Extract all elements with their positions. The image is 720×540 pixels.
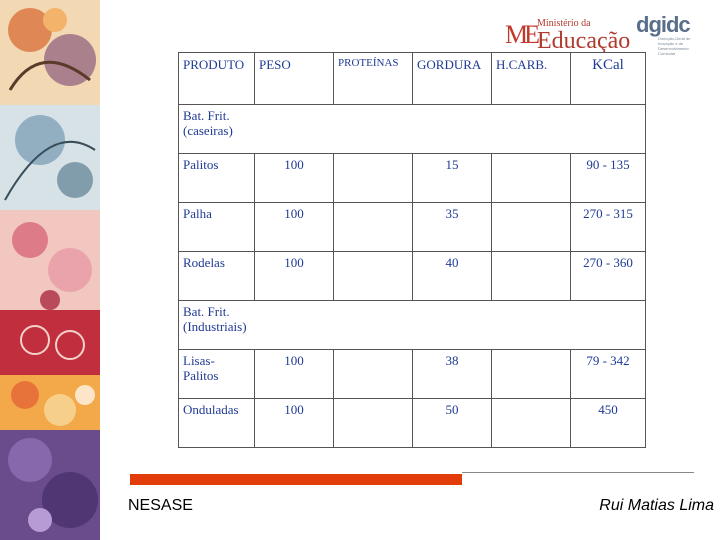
cell-hcarb <box>492 154 571 203</box>
table-row <box>179 105 646 154</box>
cell-kcal: 90 - 135 <box>571 154 646 203</box>
cell-gordura: 38 <box>413 350 492 399</box>
cell-produto: Palha <box>179 203 255 252</box>
table-row <box>179 154 646 203</box>
cell-proteinas <box>334 350 413 399</box>
cell-gordura: 35 <box>413 203 492 252</box>
cell-gordura: 50 <box>413 399 492 448</box>
cell-produto: Bat. Frit. (caseiras) <box>179 105 255 154</box>
header-kcal: KCal <box>571 53 646 105</box>
cell-hcarb <box>492 203 571 252</box>
footer-accent-bar <box>130 474 462 485</box>
decorative-floral-strip <box>0 0 100 540</box>
cell-produto: Onduladas <box>179 399 255 448</box>
cell-hcarb <box>492 350 571 399</box>
dgidc-logo <box>636 14 708 54</box>
table-row <box>179 252 646 301</box>
cell-kcal: 79 - 342 <box>571 350 646 399</box>
cell-peso: 100 <box>255 154 334 203</box>
cell-hcarb <box>492 399 571 448</box>
cell-peso: 100 <box>255 252 334 301</box>
cell-produto: Bat. Frit. (Industriais) <box>179 301 255 350</box>
cell-gordura: 40 <box>413 252 492 301</box>
cell-peso: 100 <box>255 399 334 448</box>
header-gordura: GORDURA <box>413 53 492 105</box>
table-row <box>179 301 646 350</box>
cell-empty <box>255 301 646 350</box>
nutrition-table <box>178 52 646 448</box>
ministerio-mark: ME <box>505 20 536 49</box>
table-header-row <box>179 53 646 105</box>
header-peso: PESO <box>255 53 334 105</box>
footer-divider <box>462 472 694 473</box>
cell-proteinas <box>334 252 413 301</box>
cell-peso: 100 <box>255 203 334 252</box>
dgidc-text: dgidc <box>636 12 690 37</box>
ministerio-line1: Ministério da <box>537 18 591 29</box>
footer-left-text: NESASE <box>128 497 193 514</box>
cell-proteinas <box>334 154 413 203</box>
ministerio-educacao-logo <box>505 18 631 54</box>
cell-hcarb <box>492 252 571 301</box>
header-proteinas: PROTEÍNAS <box>334 53 413 105</box>
cell-produto: Lisas-Palitos <box>179 350 255 399</box>
cell-empty <box>255 105 646 154</box>
footer-author: Rui Matias Lima <box>599 497 714 514</box>
cell-proteinas <box>334 399 413 448</box>
table-row <box>179 350 646 399</box>
table-row <box>179 203 646 252</box>
header-produto: PRODUTO <box>179 53 255 105</box>
cell-kcal: 450 <box>571 399 646 448</box>
cell-kcal: 270 - 315 <box>571 203 646 252</box>
cell-produto: Rodelas <box>179 252 255 301</box>
cell-gordura: 15 <box>413 154 492 203</box>
cell-produto: Palitos <box>179 154 255 203</box>
ministerio-line2: Educação <box>537 28 631 54</box>
header-hcarb: H.CARB. <box>492 53 571 105</box>
cell-kcal: 270 - 360 <box>571 252 646 301</box>
dgidc-subtext: Direcção-Geral de Inovação e de Desenvolvimento Curricular <box>658 36 691 56</box>
table-row <box>179 399 646 448</box>
floral-pattern-image <box>0 0 100 540</box>
cell-proteinas <box>334 203 413 252</box>
cell-peso: 100 <box>255 350 334 399</box>
